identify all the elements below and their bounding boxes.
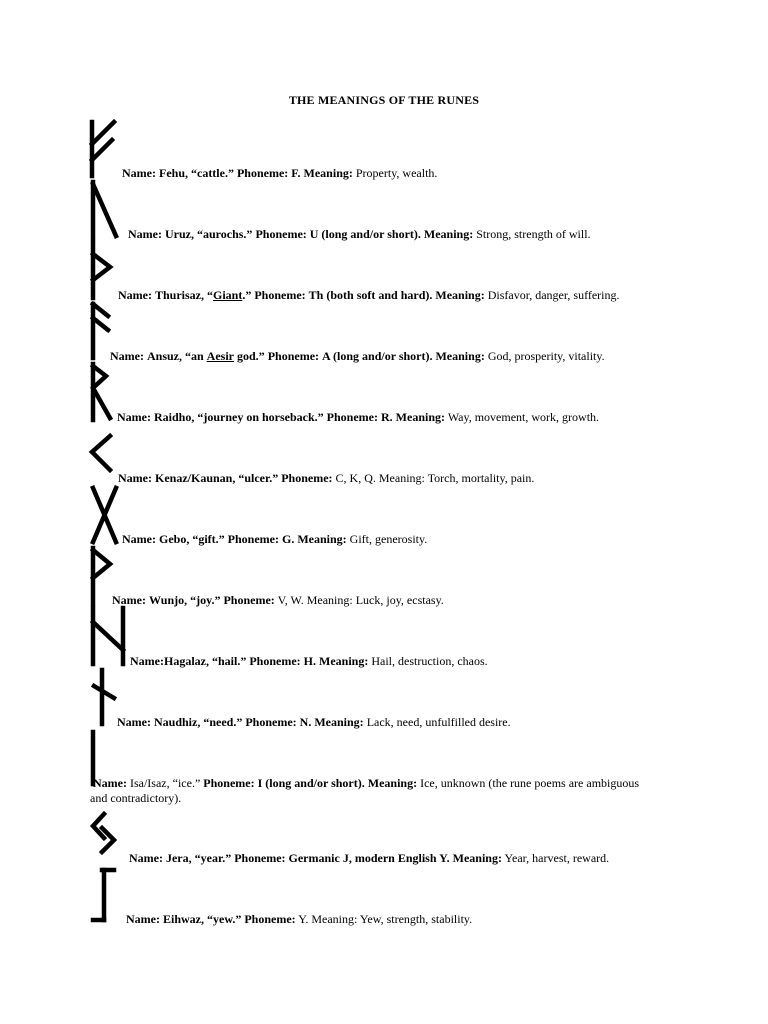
rune-entry-naudhiz xyxy=(117,715,511,730)
name-label: Name: xyxy=(117,715,151,729)
jera-rune-icon xyxy=(90,812,130,862)
phoneme-label: Phoneme: xyxy=(227,532,279,546)
meaning-label: Meaning: xyxy=(367,776,418,790)
rune-entry-raidho xyxy=(117,410,599,425)
name-label: Name: xyxy=(129,851,163,865)
rune-name: Ansuz, “an xyxy=(146,349,204,363)
rune-entry-eihwaz xyxy=(126,912,472,927)
name-label: Name: xyxy=(128,227,162,241)
rune-phoneme: Germanic J, modern English Y. xyxy=(288,851,450,865)
rune-entry-gebo xyxy=(122,532,427,547)
rune-name: Raidho, “journey on horseback.” xyxy=(153,410,324,424)
meaning-label: Meaning: xyxy=(423,227,474,241)
meaning-label: Meaning: xyxy=(297,532,347,546)
rune-name: Naudhiz, “need.” xyxy=(153,715,243,729)
rune-phoneme: Th (both soft and hard). xyxy=(308,288,433,302)
uruz-rune-icon xyxy=(90,180,130,240)
name-label: Name: xyxy=(118,471,152,485)
name-label: Name: xyxy=(122,166,156,180)
rune-meaning: Gift, generosity. xyxy=(349,532,428,546)
rune-name: Jera, “year.” xyxy=(165,851,232,865)
rune-phoneme: Y. xyxy=(298,912,309,926)
meaning-label: Meaning: xyxy=(306,593,353,607)
rune-name-end: .” xyxy=(242,288,252,302)
rune-phoneme: V, W. xyxy=(277,593,304,607)
rune-name: Hagalaz, “hail.” xyxy=(163,654,247,668)
rune-entry-ansuz xyxy=(110,349,605,364)
rune-phoneme: G. xyxy=(281,532,295,546)
rune-phoneme: A (long and/or short). xyxy=(322,349,433,363)
name-label: Name: xyxy=(118,288,152,302)
page-title: THE MEANINGS OF THE RUNES xyxy=(288,93,480,107)
rune-name: Uruz, “aurochs.” xyxy=(164,227,253,241)
phoneme-label: Phoneme: xyxy=(244,912,296,926)
meaning-label: Meaning: xyxy=(395,410,446,424)
meaning-label: Meaning: xyxy=(452,851,502,865)
rune-meaning: God, prosperity, vitality. xyxy=(487,349,605,363)
rune-name: Fehu, “cattle.” xyxy=(158,166,234,180)
phoneme-label: Phoneme: xyxy=(281,471,333,485)
rune-entry-jera xyxy=(129,851,609,866)
rune-phoneme: U (long and/or short). xyxy=(309,227,421,241)
rune-meaning: Year, harvest, reward. xyxy=(504,851,610,865)
eihwaz-rune-icon xyxy=(90,866,130,926)
name-label: Name: xyxy=(93,776,127,790)
phoneme-label: Phoneme: xyxy=(236,166,289,180)
giant-link[interactable]: Giant xyxy=(213,288,243,302)
name-label: Name: xyxy=(117,410,151,424)
rune-meaning: Luck, joy, ecstasy. xyxy=(355,593,444,607)
name-label: Name: xyxy=(126,912,160,926)
name-label: Name: xyxy=(112,593,146,607)
rune-meaning: Yew, strength, stability. xyxy=(359,912,473,926)
meaning-label: Meaning: xyxy=(319,654,369,668)
rune-name-end: god.” xyxy=(237,349,265,363)
rune-meaning: Lack, need, unfulfilled desire. xyxy=(366,715,511,729)
name-label: Name: xyxy=(122,532,156,546)
meaning-label: Meaning: xyxy=(435,288,485,302)
name-label: Name: xyxy=(130,654,164,668)
rune-meaning: Torch, mortality, pain. xyxy=(427,471,535,485)
rune-entry-hagalaz xyxy=(130,654,488,669)
rune-entry-uruz xyxy=(128,227,591,242)
rune-phoneme: R. xyxy=(381,410,393,424)
meaning-label: Meaning: xyxy=(303,166,353,180)
rune-phoneme: H. xyxy=(303,654,316,668)
rune-meaning: Property, wealth. xyxy=(355,166,438,180)
rune-meaning: Disfavor, danger, suffering. xyxy=(487,288,620,302)
meaning-label: Meaning: xyxy=(311,912,358,926)
phoneme-label: Phoneme: xyxy=(267,349,320,363)
rune-phoneme: N. xyxy=(299,715,312,729)
rune-entry-kenaz xyxy=(118,471,534,486)
name-label: Name: xyxy=(110,349,144,363)
meaning-label: Meaning: xyxy=(435,349,485,363)
phoneme-label: Phoneme: xyxy=(203,776,255,790)
rune-entry-fehu xyxy=(122,166,437,181)
rune-name: Thurisaz, “ xyxy=(154,288,213,302)
phoneme-label: Phoneme: xyxy=(255,227,307,241)
rune-phoneme: I (long and/or short). xyxy=(257,776,365,790)
phoneme-label: Phoneme: xyxy=(326,410,378,424)
phoneme-label: Phoneme: xyxy=(245,715,297,729)
rune-name: Kenaz/Kaunan, “ulcer.” xyxy=(154,471,279,485)
phoneme-label: Phoneme: xyxy=(254,288,306,302)
rune-entry-isa xyxy=(90,776,650,806)
meaning-label: Meaning: xyxy=(314,715,364,729)
rune-entry-thurisaz xyxy=(118,288,620,303)
rune-meaning: Hail, destruction, chaos. xyxy=(371,654,488,668)
phoneme-label: Phoneme: xyxy=(234,851,286,865)
rune-name: Gebo, “gift.” xyxy=(158,532,225,546)
rune-name: Wunjo, “joy.” xyxy=(148,593,221,607)
rune-phoneme: F. xyxy=(291,166,301,180)
phoneme-label: Phoneme: xyxy=(223,593,275,607)
aesir-link[interactable]: Aesir xyxy=(206,349,234,363)
phoneme-label: Phoneme: xyxy=(249,654,301,668)
rune-entry-wunjo xyxy=(112,593,444,608)
rune-name: Isa/Isaz, “ice.” xyxy=(129,776,201,790)
rune-phoneme: C, K, Q. xyxy=(335,471,376,485)
meaning-label: Meaning: xyxy=(378,471,425,485)
rune-name: Eihwaz, “yew.” xyxy=(162,912,242,926)
rune-meaning: Way, movement, work, growth. xyxy=(447,410,600,424)
rune-meaning: Strong, strength of will. xyxy=(476,227,591,241)
rune-meaning: Ice, unknown (the rune poems are ambiguous and contradictory). xyxy=(90,776,640,805)
